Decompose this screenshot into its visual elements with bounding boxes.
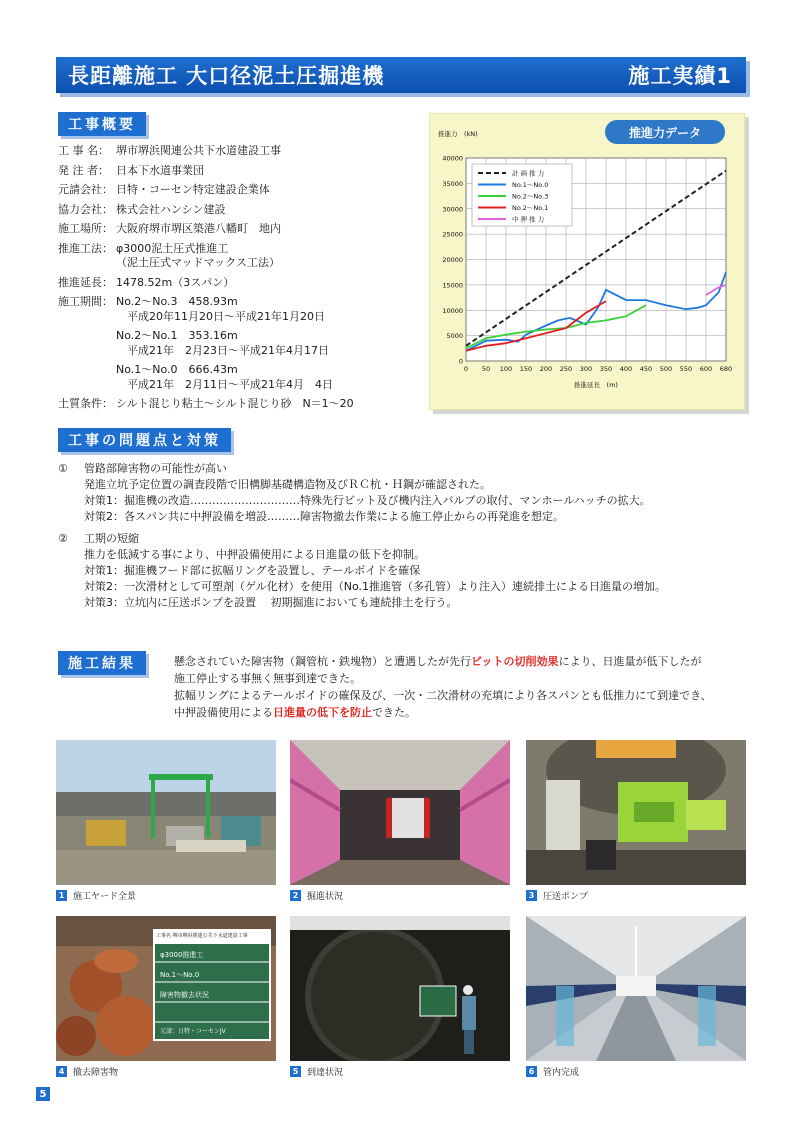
overview-row — [58, 295, 418, 324]
x-tick-label: 200 — [539, 365, 553, 373]
problem-line: 推力を低減する事により、中押設備使用による日進量の低下を抑制。 — [84, 548, 425, 561]
title-bar — [56, 57, 746, 93]
overview-row — [58, 203, 418, 218]
problems-list — [58, 461, 748, 611]
overview-row — [58, 397, 418, 412]
photo-caption-4: 4 撤去障害物 — [56, 1064, 276, 1078]
overview-value: 1478.52m（3スパン） — [116, 275, 235, 289]
y-tick-label: 15000 — [442, 281, 463, 290]
x-tick-label: 550 — [679, 365, 693, 373]
problem-heading — [58, 531, 748, 547]
x-tick-label: 680 — [719, 365, 733, 373]
photo-caption-1: 1 施工ヤード全景 — [56, 888, 276, 902]
problem-line: 対策3：立坑内に圧送ポンプを設置 初期掘進においても連続排土を行う。 — [84, 596, 458, 609]
x-tick-label: 350 — [599, 365, 613, 373]
results-text — [174, 653, 754, 721]
signboard-line-1: 工事名 堺市堺浜関連公共下水道建設工事 — [156, 933, 248, 939]
x-tick-label: 0 — [463, 365, 469, 373]
overview-list — [58, 144, 418, 412]
y-tick-label: 0 — [458, 357, 463, 366]
photo-pipe-interior — [526, 916, 746, 1061]
thrust-chart — [429, 113, 745, 410]
photo-caption-5: 5 到達状況 — [290, 1064, 510, 1078]
overview-label: 施工期間： — [58, 295, 113, 308]
overview-label: 元請会社： — [58, 183, 113, 196]
x-tick-label: 400 — [619, 365, 633, 373]
x-tick-label: 300 — [579, 365, 593, 373]
x-tick-label: 250 — [559, 365, 573, 373]
y-tick-label: 10000 — [442, 306, 463, 315]
signboard-line-4: 障害物撤去状況 — [160, 991, 209, 999]
overview-label — [58, 329, 116, 358]
photo-arrival — [290, 916, 510, 1061]
problem-title: 工期の短縮 — [84, 532, 139, 545]
problem-line: 対策2：一次滑材として可塑剤（ゲル化材）を使用（No.1推進管（多孔管）より注入）連続排土による日進量の増加。 — [84, 580, 667, 593]
overview-value: シルト混じり粘土～シルト混じり砂 N＝1～20 — [116, 397, 354, 410]
results-line-1: 懸念されていた障害物（鋼管杭・鉄塊物）と遭遇したが先行ビットの切削効果により、日進量が低下したが — [174, 655, 702, 668]
photo-caption-6: 6 管内完成 — [526, 1064, 746, 1078]
overview-label — [58, 363, 116, 392]
signboard-line-3: No.1～No.0 — [160, 971, 200, 979]
overview-value: 大阪府堺市堺区築港八幡町 地内 — [116, 222, 281, 235]
page-subtitle: 施工実績1 — [628, 64, 732, 88]
section-tag-problems: 工事の問題点と対策 — [58, 428, 231, 452]
problem-line: 対策1：掘進機フード部に拡幅リングを設置し、テールボイドを確保 — [84, 564, 421, 577]
problem-line: 対策2：各スパン共に中押設備を増設………障害物撤去作業による施工停止からの再発進を想定。 — [84, 510, 564, 523]
photo-caption-2: 2 掘進状況 — [290, 888, 510, 902]
results-line-2: 施工停止する事無く無事到達できた。 — [174, 672, 361, 685]
overview-label: 発 注 者： — [58, 163, 109, 177]
legend-label: No.2～No.3 — [512, 192, 549, 201]
overview-value: No.2～No.3 458.93m 平成20年11月20日～平成21年1月20日 — [116, 295, 325, 323]
y-tick-label: 25000 — [442, 230, 463, 239]
photo-excavation — [290, 740, 510, 885]
page-number: 5 — [36, 1087, 50, 1101]
y-tick-label: 30000 — [442, 205, 463, 214]
problem-heading — [58, 461, 748, 477]
photo-caption-3: 3 圧送ポンプ — [526, 888, 746, 902]
overview-value: No.2～No.1 353.16m 平成21年 2月23日～平成21年4月17日 — [116, 329, 329, 357]
section-tag-overview: 工事概要 — [58, 112, 146, 136]
overview-row — [58, 222, 418, 237]
overview-row — [58, 363, 418, 392]
photo-pump — [526, 740, 746, 885]
results-line-4: 中押設備使用による日進量の低下を防止できた。 — [174, 706, 416, 719]
problem-item — [58, 461, 748, 525]
overview-label: 推進工法： — [58, 241, 113, 255]
legend-label: No.2～No.1 — [512, 204, 549, 212]
x-tick-label: 450 — [639, 365, 653, 373]
overview-row — [58, 276, 418, 291]
overview-value: No.1～No.0 666.43m 平成21年 2月11日～平成21年4月 4日 — [116, 363, 333, 391]
x-tick-label: 500 — [659, 365, 673, 373]
overview-row — [58, 329, 418, 358]
overview-label: 土質条件： — [58, 397, 113, 410]
overview-row — [58, 242, 418, 271]
x-tick-label: 600 — [699, 365, 713, 373]
y-tick-label: 35000 — [442, 179, 463, 188]
x-tick-label: 50 — [481, 365, 491, 373]
photo-removed-obstacles — [56, 916, 276, 1061]
overview-label: 工 事 名： — [58, 144, 109, 157]
problem-title: 管路部障害物の可能性が高い — [84, 462, 227, 475]
signboard-line-5: 元請：日特・コーセンJV — [160, 1028, 226, 1035]
overview-row — [58, 164, 418, 179]
photo-construction-yard — [56, 740, 276, 885]
x-tick-label: 100 — [499, 365, 513, 373]
y-tick-label: 20000 — [442, 256, 463, 264]
problem-number: ① — [58, 462, 68, 475]
legend-label: 中 押 推 力 — [512, 215, 545, 224]
legend-label: No.1～No.0 — [512, 181, 549, 189]
overview-label: 推進延長： — [58, 275, 113, 289]
overview-label: 施工場所： — [58, 222, 113, 235]
overview-row — [58, 144, 418, 159]
overview-value: 堺市堺浜関連公共下水道建設工事 — [116, 144, 281, 157]
y-axis-label: 推進力 (kN) — [438, 130, 478, 138]
x-tick-label: 150 — [519, 365, 533, 373]
signboard-line-2: φ3000推進工 — [160, 951, 204, 959]
chart-svg — [430, 114, 746, 411]
x-axis-label: 推進延長 (m) — [574, 381, 618, 389]
overview-value: 日本下水道事業団 — [116, 163, 204, 177]
section-tag-results: 施工結果 — [58, 651, 146, 675]
y-tick-label: 40000 — [442, 154, 463, 163]
chart-title: 推進力データ — [605, 120, 725, 144]
overview-value: φ3000泥土圧式推進工 （泥土圧式マッドマックス工法） — [116, 241, 281, 269]
problem-line: 発進立坑予定位置の調査段階で旧構脚基礎構造物及びＲＣ杭・Ｈ鋼が確認された。 — [84, 478, 491, 491]
legend-label: 計 画 推 力 — [512, 169, 545, 178]
overview-row — [58, 183, 418, 198]
overview-label: 協力会社： — [58, 202, 113, 216]
problem-number: ② — [58, 532, 68, 545]
problem-line: 対策1：掘進機の改造…………………………特殊先行ビット及び機内注入バルブの取付、マンホールハッチの拡大。 — [84, 494, 651, 507]
y-tick-label: 5000 — [446, 332, 463, 341]
problem-item — [58, 531, 748, 611]
results-line-3: 拡幅リングによるテールボイドの確保及び、一次・二次滑材の充填により各スパンとも低推力にて到達でき、 — [174, 689, 712, 702]
page-title: 長距離施工 大口径泥土圧掘進機 — [68, 64, 385, 88]
overview-value: 日特・コーセン特定建設企業体 — [116, 183, 270, 196]
overview-value: 株式会社ハンシン建設 — [116, 202, 226, 216]
